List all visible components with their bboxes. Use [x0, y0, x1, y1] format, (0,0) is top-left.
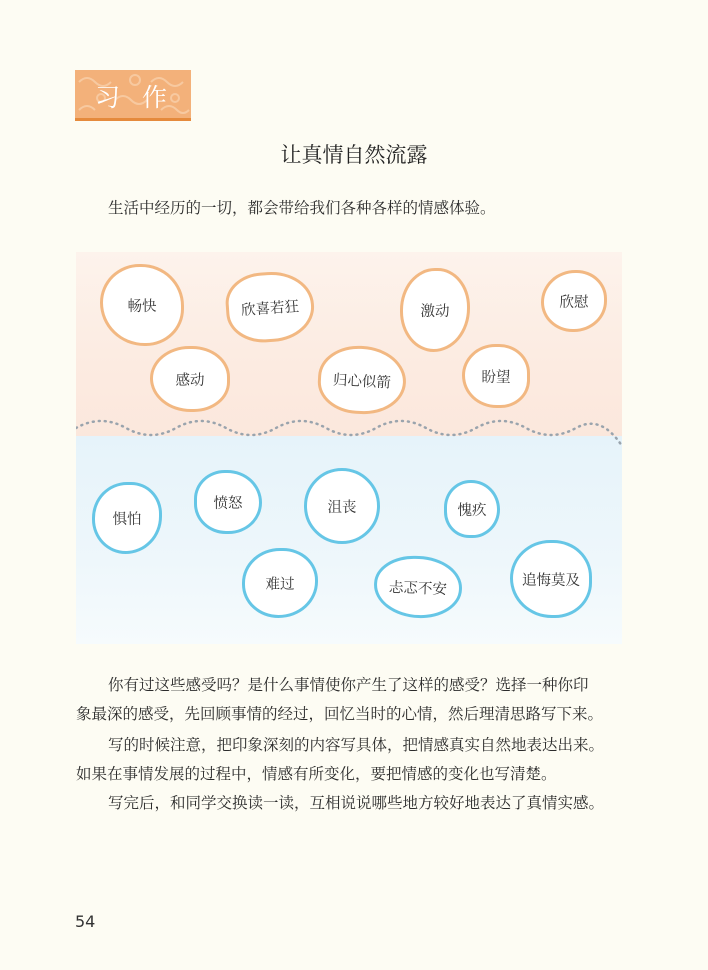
emotion-bubble: 盼望 — [462, 344, 530, 408]
emotion-bubble: 难过 — [242, 548, 318, 618]
body-paragraph-line: 象最深的感受，先回顾事情的经过，回忆当时的心情，然后理清思路写下来。 — [76, 705, 604, 723]
wavy-divider — [76, 416, 622, 456]
emotion-bubble: 欣慰 — [541, 270, 607, 332]
section-badge — [75, 70, 191, 121]
emotion-bubble: 欣喜若狂 — [224, 269, 317, 345]
body-paragraph-line: 写的时候注意，把印象深刻的内容写具体，把情感真实自然地表达出来。 — [108, 736, 605, 754]
emotion-bubble: 畅快 — [100, 264, 184, 346]
body-paragraph-line: 写完后，和同学交换读一读，互相说说哪些地方较好地表达了真情实感。 — [108, 794, 605, 812]
emotion-bubble: 激动 — [400, 268, 470, 352]
emotion-bubble: 惧怕 — [92, 482, 162, 554]
emotion-bubble: 沮丧 — [304, 468, 380, 544]
body-paragraph-line: 如果在事情发展的过程中，情感有所变化，要把情感的变化也写清楚。 — [76, 765, 557, 783]
emotion-bubble: 感动 — [150, 346, 230, 412]
intro-text: 生活中经历的一切，都会带给我们各种各样的情感体验。 — [108, 199, 496, 217]
emotion-bubble: 愧疚 — [444, 480, 500, 538]
emotion-panel — [76, 252, 622, 644]
emotion-bubble: 愤怒 — [194, 470, 262, 534]
emotion-bubble: 追悔莫及 — [510, 540, 592, 618]
emotion-bubble: 忐忑不安 — [373, 554, 463, 619]
section-badge-label: 习作 — [95, 83, 190, 112]
body-paragraph-line: 你有过这些感受吗？是什么事情使你产生了这样的感受？选择一种你印 — [108, 676, 589, 694]
page-number: 54 — [75, 912, 96, 931]
emotion-bubble: 归心似箭 — [316, 344, 407, 417]
page-title: 让真情自然流露 — [280, 143, 428, 167]
